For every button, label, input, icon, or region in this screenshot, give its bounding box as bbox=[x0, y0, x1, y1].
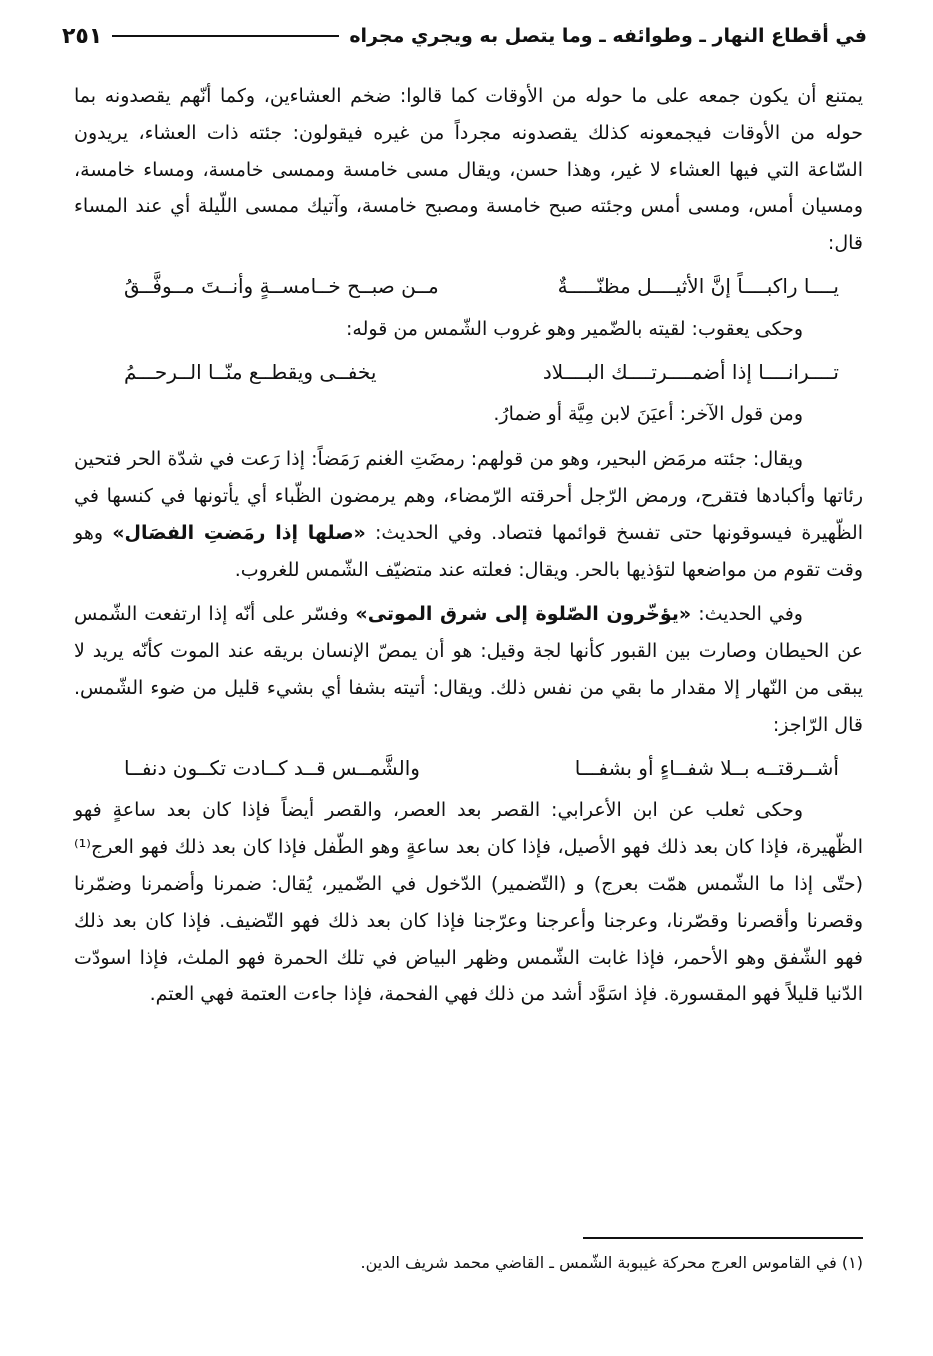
verse-2-second-hemistich: يخفــى ويقطــع منّــا الــرحـــمُ bbox=[124, 359, 377, 384]
hadith-quote-1: «صلها إذا رمَضتِ الفصَال» bbox=[112, 521, 366, 544]
verse-3-first-hemistich: أشــرقتــه بــلا شفــاءٍ أو بشفـــا bbox=[574, 755, 839, 780]
paragraph-6-text-b: (حتّى إذا ما الشّمس همّت بعرج) و (التّضمير) الدّخول في الضّمير، يُقال: ضمرنا وأضمرنا وضمّرنا وقصرنا وأقصرنا وقصّرنا، وعرجنا وأعرجنا وعرّجنا فإذا كان بعد ذلك فهو التّضيف. فإذا كان بعد ذلك فهو الشّفق وهو الأحمر، فإذا غابت الشّمس وظهر البياض في تلك الحمرة فهو الملث، فإذا اسودّت الدّنيا قليلاً فهو المقسورة. فإذ اسَوَّد أشد من ذلك فهي الفحمة، فإذا جاءت العتمة فهي العتم. bbox=[74, 872, 863, 1006]
footnote: (١) في القاموس العرج محركة غيبوبة الشّمس ـ القاضي محمد شريف الدين. bbox=[360, 1253, 863, 1272]
body-text bbox=[74, 78, 863, 1013]
paragraph-5-text-b: وفسّر على أنّه إذا ارتفعت الشّمس عن الحيطان وصارت بين القبور كأنها لجة وقيل: هو أن يمصّ الإنسان بريقه عند الموت كأنّه يريد لا يبقى من النّهار إلا مقدار ما بقي من نفس ذلك. ويقال: أتيته بشفا أي بشيء قليل من ضوء الشّمس. قال الرّاجز: bbox=[74, 603, 863, 736]
verse-1-second-hemistich: مــن صبــح خــامســةٍ وأنــتَ مــوفَّــقُ bbox=[124, 273, 439, 298]
paragraph-2: وحكى يعقوب: لقيته بالضّمير وهو غروب الشّمس من قوله: bbox=[346, 317, 803, 340]
verse-3 bbox=[74, 750, 863, 787]
verse-1-first-hemistich: يــــا راكبــــاً إنَّ الأثيــــل مظنّـــــةٌ bbox=[557, 273, 839, 298]
paragraph-4 bbox=[74, 441, 863, 588]
verse-3-second-hemistich: والشَّمــس قــد كــادت تكــون دنفــا bbox=[124, 755, 420, 780]
paragraph-1: يمتنع أن يكون جمعه على ما حوله من الأوقات كما قالوا: ضخم العشاءين، وكما أنّهم يقصدونه بما حوله من الأوقات فيجمعونه كذلك يقصدونه مجرداً من غيره فيقولون: جئته ذات العشاء، يريدون السّاعة التي فيها العشاء لا غير، وهذا حسن، ويقال مسى خامسة وممسى خامسة، ومساء خامسة، ومسيان أمس، ومسى أمس وجئته صبح خامسة ومصبح خامسة، وآتيك ممسى اللّيلة أي عند المساء قال: bbox=[74, 85, 863, 255]
header-divider bbox=[112, 35, 339, 37]
paragraph-3: ومن قول الآخر: أعيَنَ لابن مِيَّة أو ضمارُ. bbox=[493, 403, 803, 426]
verse-1 bbox=[74, 268, 863, 305]
paragraph-5-text-a: وفي الحديث: bbox=[698, 603, 803, 626]
page-number: ٢٥١ bbox=[62, 23, 103, 49]
paragraph-6 bbox=[74, 792, 863, 1013]
paragraph-4-text-a: ويقال: جئته مرمَض البحير، وهو من قولهم: رمضَتِ الغنم رَمَضاً: إذا رَعت في شدّة الحر فتحين رئاتها وأكبادها فتقرح، ورمض الرّجل أحرقته الرّمضاء، وهم يرمضون الظّباء أي يأتونها في كنسها في الظّهيرة فيسوقونها حتى تفسخ قوائمها فتصاد. وفي الحديث: bbox=[74, 448, 863, 544]
verse-2 bbox=[74, 354, 863, 391]
footnote-divider bbox=[583, 1237, 863, 1239]
paragraph-4-text-b: وهو وقت تقوم من مواضعها لتؤذيها بالحر. ويقال: فعلته عند متضيّف الشّمس للغروب. bbox=[74, 521, 863, 581]
footnote-reference[interactable]: ⁽¹⁾ bbox=[74, 836, 91, 859]
verse-2-first-hemistich: تــــرانــــا إذا أضمــــرتــــك البــــلاد bbox=[542, 359, 839, 384]
paragraph-6-text-a: وحكى ثعلب عن ابن الأعرابي: القصر بعد العصر، والقصر أيضاً فإذا كان بعد ساعةٍ فهو الظّهيرة، فإذا كان بعد ذلك فهو الأصيل، فإذا كان بعد ساعةٍ وهو الطّفل فإذا كان بعد ذلك فهو العرج bbox=[74, 799, 863, 859]
running-header bbox=[62, 18, 867, 54]
hadith-quote-2: «يؤخّرون الصّلوة إلى شرق الموتى» bbox=[355, 603, 692, 626]
paragraph-5 bbox=[74, 596, 863, 743]
chapter-title: في أقطاع النهار ـ وطوائفه ـ وما يتصل به ويجري مجراه bbox=[349, 25, 867, 47]
